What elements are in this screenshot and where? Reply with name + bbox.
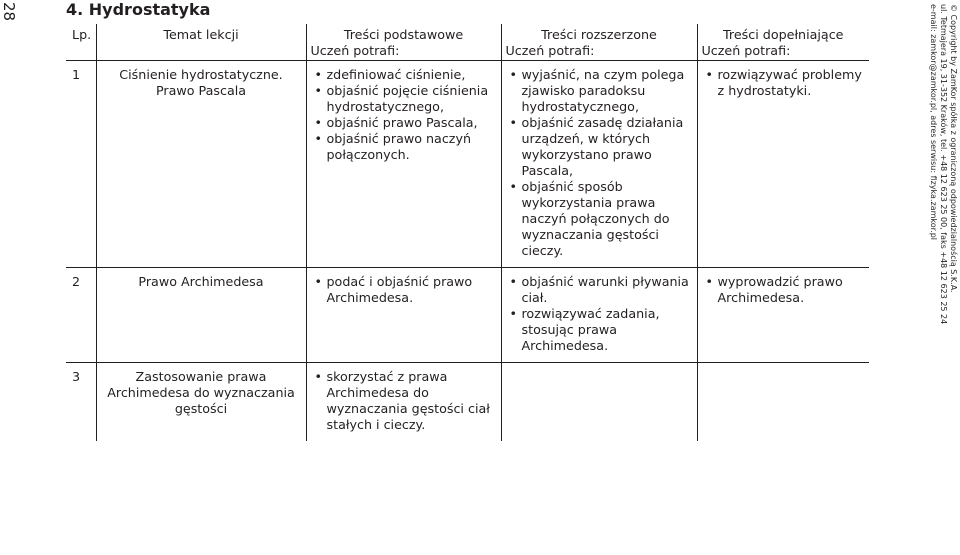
list-item: • objaśnić prawo naczyń połączonych. xyxy=(327,131,497,163)
row-lp: 3 xyxy=(66,363,96,442)
curriculum-table xyxy=(66,24,869,441)
header-basic-sub: Uczeń potrafi: xyxy=(310,43,400,58)
list-item: • rozwiązywać zadania, stosując prawa Archimedesa. xyxy=(522,306,693,354)
list-item: • zdefiniować ciśnienie, xyxy=(327,67,497,83)
list-item: • objaśnić pojęcie ciśnienia hydrostatycznego, xyxy=(327,83,497,115)
row-topic: Zastosowanie prawa Archimedesa do wyznaczania gęstości xyxy=(96,363,306,442)
table-row xyxy=(66,363,869,442)
table-header-row xyxy=(66,24,869,61)
row-lp: 2 xyxy=(66,268,96,363)
header-lp: Lp. xyxy=(66,24,96,61)
row-extended xyxy=(501,363,697,442)
table-row xyxy=(66,61,869,268)
row-extended xyxy=(501,61,697,268)
list-item: • wyprowadzić prawo Archimedesa. xyxy=(718,274,866,306)
header-basic xyxy=(306,24,501,61)
row-supplementary xyxy=(697,363,869,442)
list-item: • objaśnić warunki pływania ciał. xyxy=(522,274,693,306)
copyright-line-2: ul. Tetmajera 19, 31-352 Kraków, tel. +48 12 623 25 00, faks +48 12 623 25 24 xyxy=(939,4,948,325)
header-supplementary-title: Treści dopełniające xyxy=(723,27,844,42)
section-title: 4. Hydrostatyka xyxy=(66,0,211,19)
header-topic: Temat lekcji xyxy=(96,24,306,61)
copyright-line-1: © Copyright by ZamKor spółka z ograniczoną odpowiedzialnością S.K.A. xyxy=(949,4,958,293)
row-lp: 1 xyxy=(66,61,96,268)
header-supplementary-sub: Uczeń potrafi: xyxy=(701,43,791,58)
list-item: • objaśnić zasadę działania urządzeń, w których wykorzystano prawo Pascala, xyxy=(522,115,693,179)
row-extended xyxy=(501,268,697,363)
row-basic xyxy=(306,363,501,442)
list-item: • objaśnić prawo Pascala, xyxy=(327,115,497,131)
list-item: • rozwiązywać problemy z hydrostatyki. xyxy=(718,67,866,99)
row-supplementary xyxy=(697,268,869,363)
header-supplementary xyxy=(697,24,869,61)
row-topic: Ciśnienie hydrostatyczne. Prawo Pascala xyxy=(96,61,306,268)
list-item: • podać i objaśnić prawo Archimedesa. xyxy=(327,274,497,306)
row-supplementary xyxy=(697,61,869,268)
row-basic xyxy=(306,268,501,363)
header-extended-title: Treści rozszerzone xyxy=(541,27,657,42)
list-item: • skorzystać z prawa Archimedesa do wyznaczania gęstości ciał stałych i cieczy. xyxy=(327,369,497,433)
row-basic xyxy=(306,61,501,268)
row-topic: Prawo Archimedesa xyxy=(96,268,306,363)
copyright-block xyxy=(922,0,958,325)
header-extended xyxy=(501,24,697,61)
table-row xyxy=(66,268,869,363)
list-item: • wyjaśnić, na czym polega zjawisko paradoksu hydrostatycznego, xyxy=(522,67,693,115)
header-basic-title: Treści podstawowe xyxy=(343,27,464,42)
page-number: 28 xyxy=(0,2,18,22)
copyright-line-3: e-mail: zamkor@zamkor.pl, adres serwisu: fizyka.zamkor.pl xyxy=(929,4,938,241)
header-extended-sub: Uczeń potrafi: xyxy=(505,43,595,58)
list-item: • objaśnić sposób wykorzystania prawa naczyń połączonych do wyznaczania gęstości cieczy. xyxy=(522,179,693,259)
